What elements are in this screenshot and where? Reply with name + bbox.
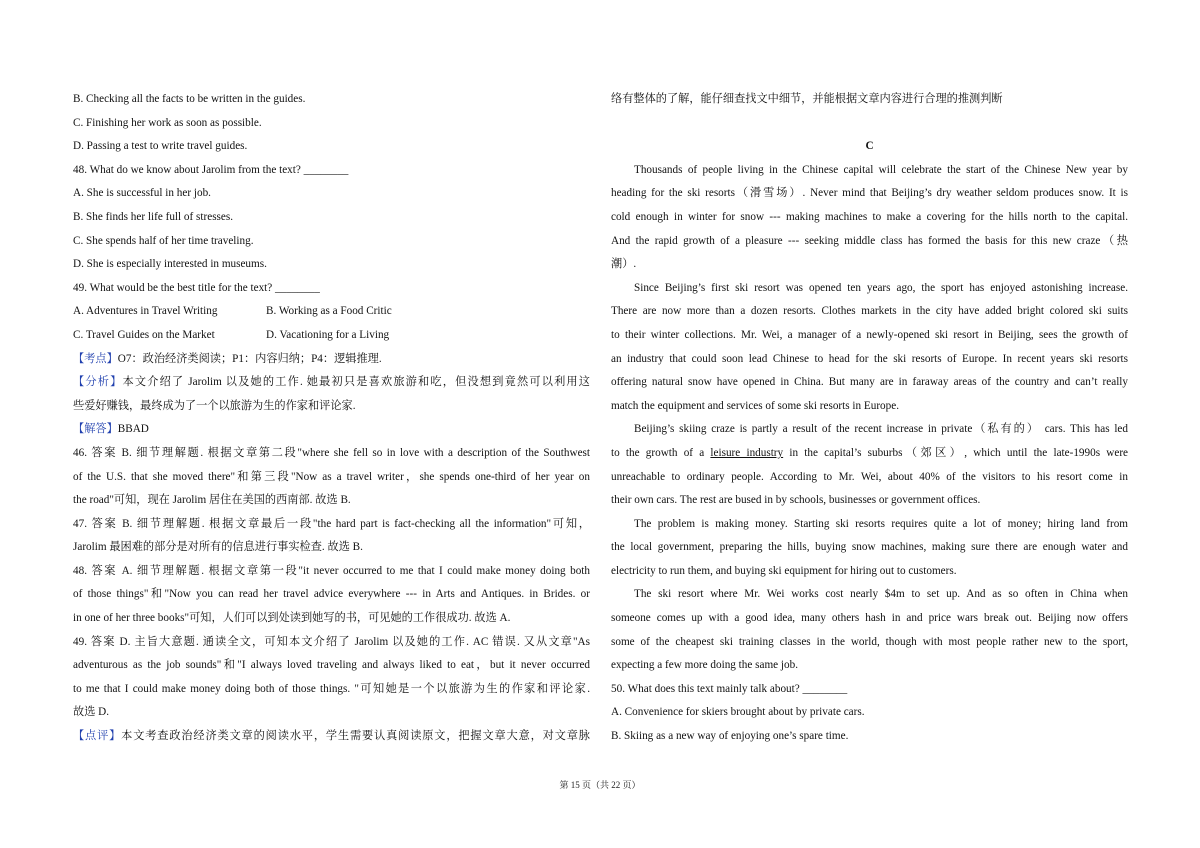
p3-line-2b: in the capital’s suburbs（郊区）, which until the late-1990s were (789, 446, 1129, 459)
dianping-line (73, 725, 590, 749)
spacer (611, 112, 1128, 136)
question-50: 50. What does this text mainly talk about? ________ (611, 682, 848, 695)
dianping-continued: 络有整体的了解，能仔细查找文中细节，并能根据文章内容进行合理的推测判断 (611, 93, 1003, 105)
question-49: 49. What would be the best title for the text? ________ (73, 281, 320, 294)
option-49c: C. Travel Guides on the Market (73, 328, 215, 341)
fenxi-line-1 (73, 371, 590, 395)
p5-line-2: someone comes up with a good idea, many others hash in and price wars break out. Beijing now offers (611, 612, 1128, 625)
p2-line-1: Since Beijing’s first ski resort was opened ten years ago, the sport has enjoyed astonishing increase. (634, 281, 1128, 294)
p3-line-4: their own cars. The rest are bused in by schools, businesses or government offices. (611, 494, 981, 507)
jieda-tag: 【解答】 (73, 423, 118, 436)
p1-line-4: And the rapid growth of a pleasure --- seeking middle class has formed the basis for this new craze（热 (611, 234, 1128, 247)
p1-line-2: heading for the ski resorts（滑雪场）. Never mind that Beijing’s dry weather seldom produces snow. It is (611, 187, 1128, 200)
option-47b: B. Checking all the facts to be written in the guides. (73, 93, 306, 105)
question-48: 48. What do we know about Jarolim from the text? ________ (73, 163, 349, 176)
right-column (611, 88, 1128, 749)
passage-heading: C (865, 140, 874, 153)
kaodian-tag: 【考点】 (73, 352, 118, 365)
p1-line-5: 潮）. (611, 258, 637, 271)
page-footer: 第 15 页（共 22 页） (559, 780, 641, 790)
p5-line-1: The ski resort where Mr. Wei works cost nearly $4m to set up. And as so often in China when (634, 588, 1128, 601)
kaodian-line (73, 348, 590, 372)
answer-47-line-2: Jarolim 最困难的部分是对所有的信息进行事实检查. 故选 B. (73, 541, 363, 554)
p2-line-6: match the equipment and services of some ski resorts in Europe. (611, 399, 900, 412)
option-47d: D. Passing a test to write travel guides. (73, 140, 248, 153)
answer-49-line-3: to me that I could make money doing both of those things. "可知她是一个以旅游为生的作家和评论家. (73, 682, 590, 695)
answer-48-line-2: of those things"和"Now you can read her travel advice everywhere --- in Arts and Antiques. in Brides. or (73, 588, 590, 601)
fenxi-text-1: 本文介绍了 Jarolim 以及她的工作. 她最初只是喜欢旅游和吃，但没想到竟然可以利用这 (122, 376, 590, 389)
option-47c: C. Finishing her work as soon as possible. (73, 116, 262, 129)
p2-line-2: There are now more than a dozen resorts. Clothes markets in the city have added bright colored ski suits (611, 305, 1128, 318)
option-48c: C. She spends half of her time traveling. (73, 234, 254, 247)
p5-line-3: some of the cheapest ski training classes in the world, though with most people rather new to the sport, (611, 635, 1128, 648)
p3-line-1: Beijing’s skiing craze is partly a result of the recent increase in private（私有的） cars. This has led (634, 423, 1128, 436)
option-49d: D. Vacationing for a Living (266, 328, 390, 341)
answer-46-line-1: 46. 答案 B. 细节理解题. 根据文章第二段"where she fell so in love with a description of the Southwest (73, 446, 590, 459)
answer-48-line-1: 48. 答案 A. 细节理解题. 根据文章第一段"it never occurred to me that I could make money doing both (73, 564, 590, 577)
p2-line-5: offering natural snow have opened in China. But many are in faraway areas of the country and can’t really (611, 376, 1128, 389)
p4-line-1: The problem is making money. Starting ski resorts requires quite a lot of money; hiring land from (634, 517, 1128, 530)
dianping-tag: 【点评】 (73, 730, 122, 743)
option-50b: B. Skiing as a new way of enjoying one’s spare time. (611, 730, 849, 743)
underlined-phrase: leisure industry (710, 446, 784, 459)
answer-46-line-3: the road"可知，现在 Jarolim 居住在美国的西南部. 故选 B. (73, 494, 351, 507)
fenxi-text-2: 些爱好赚钱，最终成为了一个以旅游为生的作家和评论家. (73, 399, 356, 412)
answer-49-line-2: adventurous as the job sounds"和"I always loved traveling and always liked to eat，but it never occurred (73, 659, 590, 672)
p3-line-3: unreachable to ordinary people. According to Mr. Wei, about 40% of the visitors to his resort come in (611, 470, 1128, 483)
p2-line-3: to their winter collections. Mr. Wei, a manager of a newly-opened ski resort in Beijing, sees the growth of (611, 328, 1128, 341)
p3-line-2 (611, 442, 1128, 466)
option-48a: A. She is successful in her job. (73, 187, 211, 200)
jieda-text: BBAD (117, 423, 149, 436)
kaodian-text: O7：政治经济类阅读；P1：内容归纳；P4：逻辑推理. (117, 352, 382, 365)
option-49b: B. Working as a Food Critic (266, 305, 392, 318)
fenxi-tag: 【分析】 (73, 376, 123, 389)
p3-line-2a: to the growth of a (611, 446, 705, 459)
answer-47-line-1: 47. 答案 B. 细节理解题. 根据文章最后一段"the hard part is fact-checking all the information"可知， (73, 517, 590, 530)
p4-line-2: the local government, preparing the hills, buying snow machines, making sure there are enough water and (611, 541, 1128, 554)
option-48b: B. She finds her life full of stresses. (73, 210, 234, 223)
p1-line-1: Thousands of people living in the Chinese capital will celebrate the start of the Chinese New year by (634, 163, 1128, 176)
answer-48-line-3: in one of her three books"可知，人们可以到处读到她写的书，可见她的工作很成功. 故选 A. (73, 612, 511, 625)
options-49-row1 (73, 300, 590, 324)
p5-line-4: expecting a few more doing the same job. (611, 659, 799, 672)
left-column (73, 88, 590, 749)
answer-49-line-1: 49. 答案 D. 主旨大意题. 通读全文，可知本文介绍了 Jarolim 以及她的工作. AC 错误. 又从文章"As (73, 635, 590, 648)
options-49-row2 (73, 324, 590, 348)
option-49a: A. Adventures in Travel Writing (73, 305, 218, 318)
answer-49-line-4: 故选 D. (73, 706, 110, 719)
p1-line-3: cold enough in winter for snow --- making machines to make a covering for the hills north to the capital. (611, 210, 1128, 223)
answer-46-line-2: of the U.S. that she moved there"和第三段"Now as a travel writer，she spends one-third of her year on (73, 470, 590, 483)
dianping-text: 本文考查政治经济类文章的阅读水平，学生需要认真阅读原文，把握文章大意，对文章脉 (121, 730, 590, 743)
p2-line-4: an industry that could soon lead Chinese to head for the ski resorts of Europe. In recent years ski resorts (611, 352, 1128, 365)
p4-line-3: electricity to run them, and buying ski equipment for hiring out to customers. (611, 564, 957, 577)
jieda-line (73, 418, 590, 442)
option-50a: A. Convenience for skiers brought about by private cars. (611, 706, 865, 719)
option-48d: D. She is especially interested in museums. (73, 258, 267, 271)
